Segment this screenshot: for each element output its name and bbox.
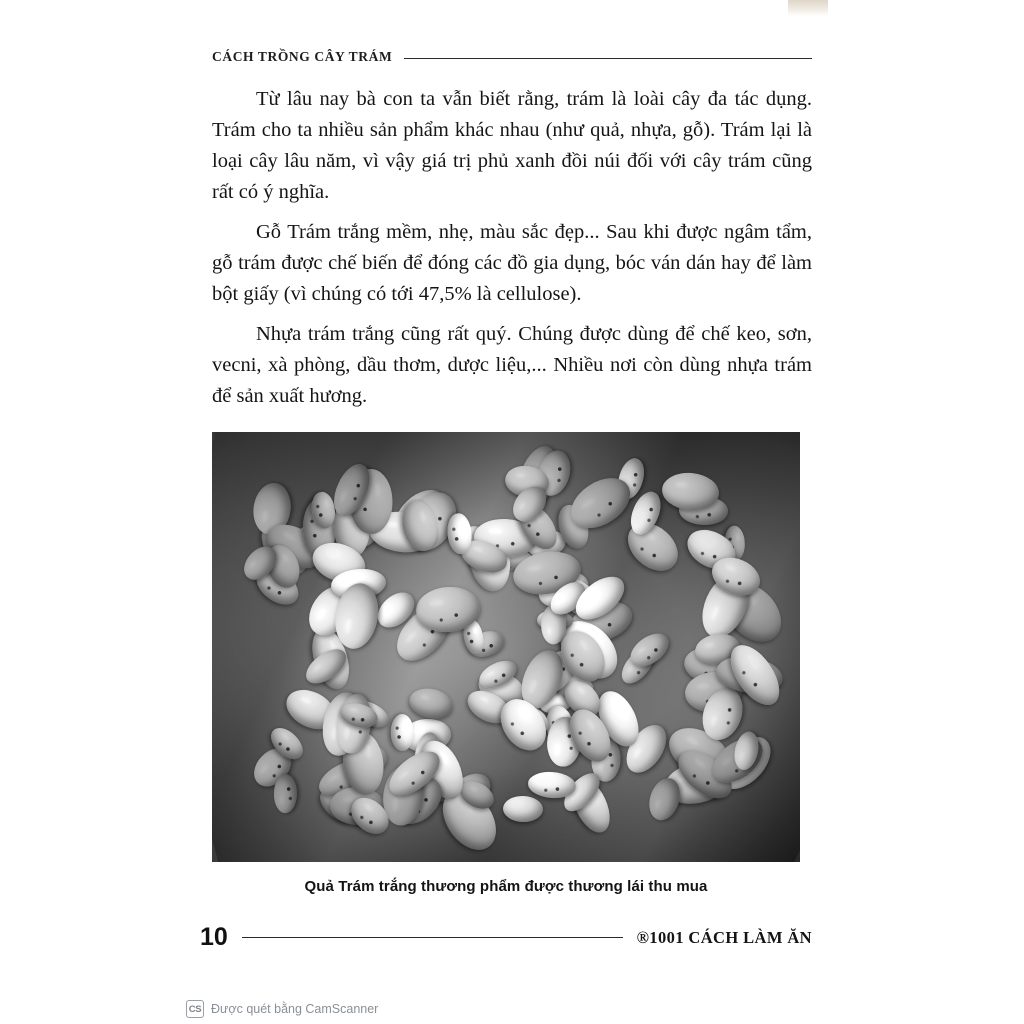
scan-artifact	[788, 0, 828, 16]
paragraph: Nhựa trám trắng cũng rất quý. Chúng được dùng để chế keo, sơn, vecni, xà phòng, dầu thơm, dược liệu,... Nhiều nơi còn dùng nhựa trám để sản xuất hương.	[212, 323, 812, 407]
running-head	[212, 42, 812, 72]
camscanner-watermark-text: Được quét bằng CamScanner	[211, 1002, 379, 1016]
camscanner-badge-icon: CS	[186, 1000, 204, 1018]
page-footer	[200, 925, 812, 950]
footer-rule	[242, 937, 623, 938]
photo-olive-fruits-in-bag	[212, 432, 800, 862]
paragraph: Gỗ Trám trắng mềm, nhẹ, màu sắc đẹp... Sau khi được ngâm tẩm, gỗ trám được chế biến để đóng các đồ gia dụng, bóc ván dán hay để làm bột giấy (vì chúng có tới 47,5% là cellulose).	[212, 221, 812, 305]
page-number: 10	[200, 923, 228, 951]
page-content	[212, 42, 812, 895]
figure-caption: Quả Trám trắng thương phẩm được thương lái thu mua	[304, 878, 708, 895]
footer-imprint: ®1001 CÁCH LÀM ĂN	[636, 927, 812, 947]
running-head-title: CÁCH TRỒNG CÂY TRÁM	[212, 49, 393, 64]
photo-vignette	[212, 432, 800, 862]
camscanner-watermark	[186, 1000, 378, 1018]
body-text	[212, 84, 812, 412]
figure	[212, 432, 800, 895]
paragraph: Từ lâu nay bà con ta vẫn biết rằng, trám là loài cây đa tác dụng. Trám cho ta nhiều sản phẩm khác nhau (như quả, nhựa, gỗ). Trám lại là loại cây lâu năm, vì vậy giá trị phủ xanh đồi núi đối với cây trám cũng rất có ý nghĩa.	[212, 88, 812, 203]
running-head-rule	[404, 58, 812, 59]
